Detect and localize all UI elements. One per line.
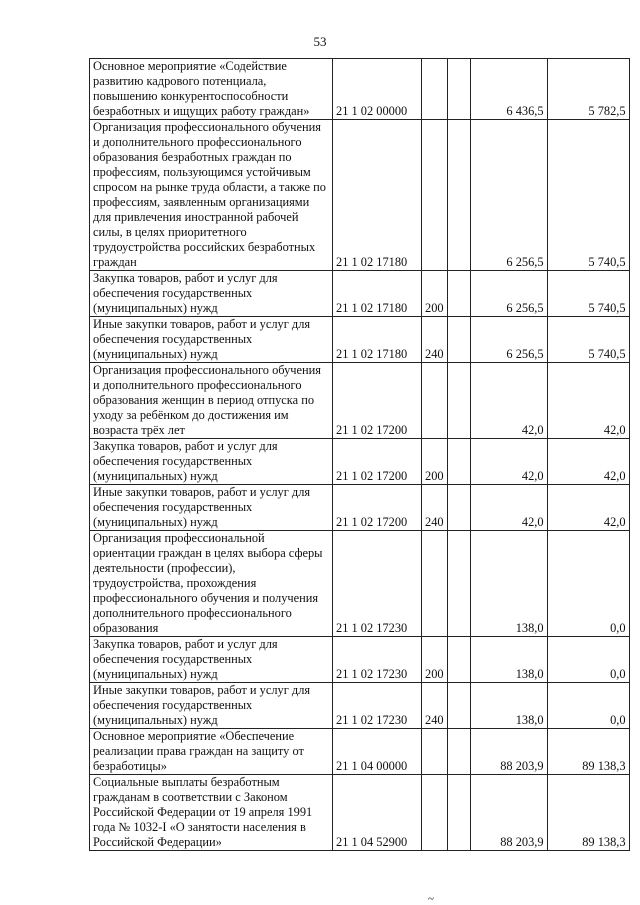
- row-code: 21 1 02 17200: [333, 439, 422, 485]
- row-name: Основное мероприятие «Обеспечение реализации права граждан на защиту от безработицы»: [90, 729, 333, 775]
- budget-table: [89, 58, 630, 851]
- row-value-year-2: 0,0: [547, 531, 629, 637]
- row-value-year-1: 138,0: [470, 683, 547, 729]
- row-name: Закупка товаров, работ и услуг для обеспечения государственных (муниципальных) нужд: [90, 439, 333, 485]
- row-code: 21 1 04 00000: [333, 729, 422, 775]
- row-empty-cell: [447, 729, 470, 775]
- row-expense-type: 200: [422, 271, 448, 317]
- row-empty-cell: [447, 439, 470, 485]
- row-value-year-1: 6 256,5: [470, 271, 547, 317]
- row-value-year-1: 88 203,9: [470, 775, 547, 851]
- row-name: Закупка товаров, работ и услуг для обеспечения государственных (муниципальных) нужд: [90, 637, 333, 683]
- row-code: 21 1 02 17180: [333, 317, 422, 363]
- row-expense-type: [422, 775, 448, 851]
- row-expense-type: 240: [422, 317, 448, 363]
- row-name: Закупка товаров, работ и услуг для обеспечения государственных (муниципальных) нужд: [90, 271, 333, 317]
- row-value-year-1: 6 436,5: [470, 59, 547, 120]
- row-name: Иные закупки товаров, работ и услуг для обеспечения государственных (муниципальных) нужд: [90, 683, 333, 729]
- row-empty-cell: [447, 120, 470, 271]
- row-value-year-2: 0,0: [547, 683, 629, 729]
- row-code: 21 1 02 17180: [333, 271, 422, 317]
- row-name: Организация профессиональной ориентации граждан в целях выбора сферы деятельности (профессии), трудоустройства, прохождения профессионального обучения и получения дополнительного профессионального образования: [90, 531, 333, 637]
- row-name: Иные закупки товаров, работ и услуг для обеспечения государственных (муниципальных) нужд: [90, 485, 333, 531]
- row-empty-cell: [447, 317, 470, 363]
- row-value-year-1: 6 256,5: [470, 120, 547, 271]
- row-name: Организация профессионального обучения и дополнительного профессионального образования безработных граждан по профессиям, пользующимся устойчивым спросом на рынке труда области, а также по профессиям, заявленным организациями для привлечения иностранной рабочей силы, в целях приоритетного трудоустройства российских безработных граждан: [90, 120, 333, 271]
- row-expense-type: [422, 531, 448, 637]
- row-value-year-2: 5 740,5: [547, 317, 629, 363]
- row-value-year-1: 138,0: [470, 637, 547, 683]
- row-empty-cell: [447, 775, 470, 851]
- row-value-year-2: 0,0: [547, 637, 629, 683]
- page-number: 53: [313, 34, 327, 49]
- table-row: [90, 317, 630, 363]
- row-name: Организация профессионального обучения и дополнительного профессионального образования женщин в период отпуска по уходу за ребёнком до достижения им возраста трёх лет: [90, 363, 333, 439]
- table-row: [90, 637, 630, 683]
- row-value-year-2: 5 782,5: [547, 59, 629, 120]
- row-expense-type: 240: [422, 683, 448, 729]
- row-value-year-1: 138,0: [470, 531, 547, 637]
- table-row: [90, 485, 630, 531]
- row-value-year-1: 42,0: [470, 485, 547, 531]
- table-row: [90, 531, 630, 637]
- row-empty-cell: [447, 531, 470, 637]
- row-expense-type: [422, 363, 448, 439]
- row-empty-cell: [447, 271, 470, 317]
- row-value-year-1: 88 203,9: [470, 729, 547, 775]
- row-expense-type: [422, 120, 448, 271]
- table-row: [90, 59, 630, 120]
- row-value-year-2: 89 138,3: [547, 775, 629, 851]
- row-expense-type: [422, 729, 448, 775]
- row-code: 21 1 04 52900: [333, 775, 422, 851]
- row-empty-cell: [447, 637, 470, 683]
- row-code: 21 1 02 17230: [333, 637, 422, 683]
- row-code: 21 1 02 17200: [333, 485, 422, 531]
- table-row: [90, 729, 630, 775]
- row-value-year-1: 42,0: [470, 439, 547, 485]
- row-value-year-2: 89 138,3: [547, 729, 629, 775]
- row-value-year-2: 42,0: [547, 485, 629, 531]
- row-expense-type: 200: [422, 637, 448, 683]
- row-value-year-2: 42,0: [547, 439, 629, 485]
- row-value-year-2: 5 740,5: [547, 271, 629, 317]
- row-code: 21 1 02 17200: [333, 363, 422, 439]
- table-row: [90, 683, 630, 729]
- row-name: Социальные выплаты безработным гражданам в соответствии с Законом Российской Федерации от 19 апреля 1991 года № 1032-I «О занятости населения в Российской Федерации»: [90, 775, 333, 851]
- row-value-year-2: 42,0: [547, 363, 629, 439]
- row-code: 21 1 02 17230: [333, 683, 422, 729]
- row-empty-cell: [447, 363, 470, 439]
- budget-table-body: [90, 59, 630, 851]
- row-name: Основное мероприятие «Содействие развитию кадрового потенциала, повышению конкурентоспособности безработных и ищущих работу граждан»: [90, 59, 333, 120]
- table-row: [90, 271, 630, 317]
- table-row: [90, 120, 630, 271]
- row-value-year-1: 6 256,5: [470, 317, 547, 363]
- row-code: 21 1 02 00000: [333, 59, 422, 120]
- row-value-year-1: 42,0: [470, 363, 547, 439]
- row-expense-type: [422, 59, 448, 120]
- table-row: [90, 439, 630, 485]
- row-expense-type: 240: [422, 485, 448, 531]
- row-code: 21 1 02 17230: [333, 531, 422, 637]
- row-expense-type: 200: [422, 439, 448, 485]
- table-row: [90, 363, 630, 439]
- row-code: 21 1 02 17180: [333, 120, 422, 271]
- row-empty-cell: [447, 683, 470, 729]
- row-name: Иные закупки товаров, работ и услуг для обеспечения государственных (муниципальных) нужд: [90, 317, 333, 363]
- footer-mark: ~: [428, 893, 434, 905]
- row-empty-cell: [447, 485, 470, 531]
- row-empty-cell: [447, 59, 470, 120]
- row-value-year-2: 5 740,5: [547, 120, 629, 271]
- table-row: [90, 775, 630, 851]
